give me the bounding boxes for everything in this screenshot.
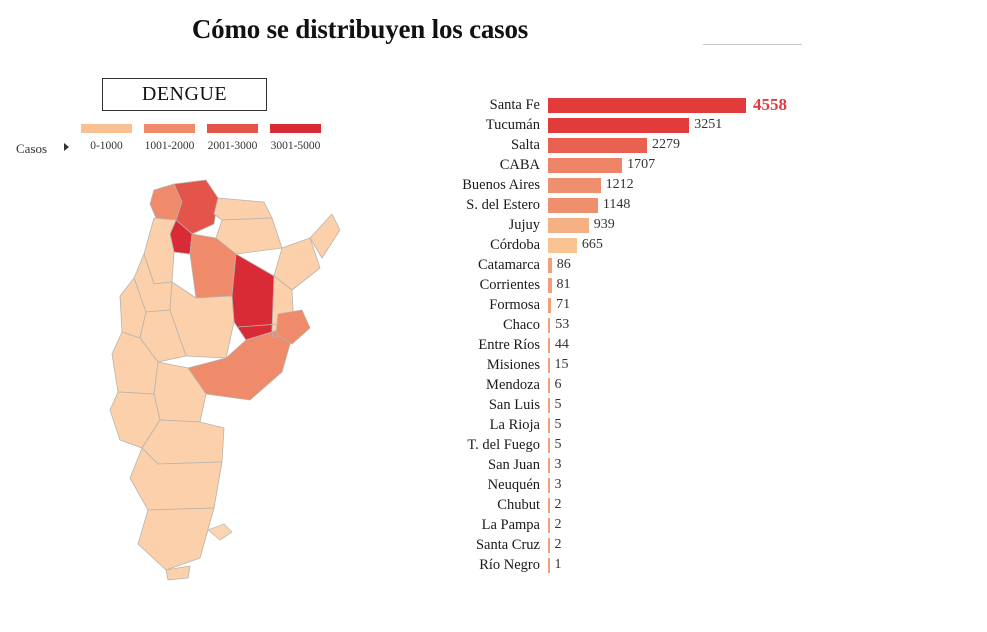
chart-row[interactable] [440, 415, 960, 435]
legend-item[interactable] [204, 124, 261, 152]
legend-title: Casos [16, 141, 48, 156]
chart-row-label: San Luis [488, 396, 540, 413]
chart-bar [548, 178, 601, 193]
chart-bar [548, 398, 550, 413]
chart-bar-area [548, 435, 960, 455]
chart-row[interactable] [440, 135, 960, 155]
chart-row-label: Tucumán [485, 116, 540, 133]
chart-row[interactable] [440, 335, 960, 355]
header-divider [703, 44, 802, 45]
chart-bar-value: 2 [554, 497, 562, 512]
chart-bar [548, 158, 622, 173]
chart-bar [548, 258, 552, 273]
chart-bar-value: 1212 [605, 177, 634, 192]
chart-bar [548, 538, 550, 553]
chart-row[interactable] [440, 295, 960, 315]
chart-bar-value: 5 [554, 437, 562, 452]
chart-row-label: La Rioja [489, 416, 540, 433]
chart-bar-value: 86 [556, 257, 571, 272]
legend-swatch [144, 124, 195, 133]
chart-row[interactable] [440, 195, 960, 215]
chart-bar-value: 71 [556, 297, 571, 312]
chart-bar [548, 458, 550, 473]
chart-row-label: Salta [511, 136, 540, 153]
chart-bar [548, 98, 746, 113]
chart-row[interactable] [440, 395, 960, 415]
legend-item-label: 3001-5000 [270, 140, 321, 152]
chart-bar-value: 53 [555, 317, 570, 332]
chart-bar [548, 558, 550, 573]
chart-bar-area [548, 375, 960, 395]
chart-row-label: T. del Fuego [467, 436, 540, 453]
chart-bar-area [548, 95, 960, 115]
chart-bar-area [548, 535, 960, 555]
chart-row[interactable] [440, 455, 960, 475]
chart-row[interactable] [440, 315, 960, 335]
chart-bar [548, 478, 550, 493]
chart-row-label: Jujuy [508, 216, 540, 233]
legend-item[interactable] [141, 124, 198, 152]
chart-row-label: Santa Cruz [475, 536, 540, 553]
chart-bar-value: 2279 [652, 137, 680, 152]
chart-row[interactable] [440, 95, 960, 115]
chart-bar-value: 15 [554, 357, 569, 372]
chart-row-label: Catamarca [478, 256, 540, 273]
map-islands [208, 524, 232, 540]
chart-row[interactable] [440, 115, 960, 135]
legend-item-label: 1001-2000 [144, 140, 195, 152]
chart-bar-area [548, 555, 960, 575]
chart-bar [548, 198, 598, 213]
chart-row[interactable] [440, 355, 960, 375]
chart-bar-area [548, 455, 960, 475]
chart-row-label: Neuquén [487, 476, 540, 493]
chart-row-label: Buenos Aires [462, 176, 540, 193]
chart-bar-area [548, 295, 960, 315]
chart-row-label: Misiones [486, 356, 540, 373]
chart-bar-area [548, 315, 960, 335]
chart-bar-area [548, 115, 960, 135]
chart-bar [548, 238, 577, 253]
map-province-formosa [214, 198, 272, 220]
chart-row[interactable] [440, 535, 960, 555]
chart-bar-area [548, 195, 960, 215]
chart-bar [548, 358, 550, 373]
cases-bar-chart [440, 95, 960, 575]
chart-row-label: Santa Fe [489, 96, 540, 113]
chart-row-label: San Juan [488, 456, 540, 473]
chart-row[interactable] [440, 495, 960, 515]
chart-bar-area [548, 495, 960, 515]
chart-row[interactable] [440, 235, 960, 255]
legend-item[interactable] [267, 124, 324, 152]
legend-item-label: 0-1000 [90, 140, 123, 152]
disease-selector[interactable]: DENGUE [102, 78, 267, 111]
chart-bar-area [548, 255, 960, 275]
chart-bar-area [548, 475, 960, 495]
chart-bar-value: 665 [581, 237, 603, 252]
legend-item-label: 2001-3000 [207, 140, 258, 152]
chart-bar [548, 118, 689, 133]
page-title: Cómo se distribuyen los casos [191, 14, 529, 44]
chart-bar-value: 2 [554, 537, 562, 552]
chart-bar-value: 3251 [694, 117, 723, 132]
chart-row[interactable] [440, 215, 960, 235]
chart-row-label: Córdoba [490, 236, 540, 253]
chart-bar-value: 4558 [753, 95, 787, 114]
chart-row-label: CABA [499, 156, 540, 173]
chart-bar-value: 939 [593, 217, 615, 232]
chart-row[interactable] [440, 435, 960, 455]
chart-row[interactable] [440, 275, 960, 295]
chart-row-label: Río Negro [479, 556, 540, 573]
triangle-right-icon [64, 143, 69, 151]
chart-bar-value: 44 [554, 337, 569, 352]
chart-bar [548, 378, 550, 393]
chart-bar-value: 3 [554, 457, 562, 472]
chart-row-label: Corrientes [479, 276, 540, 293]
chart-row-label: S. del Estero [466, 196, 540, 213]
chart-bar-area [548, 155, 960, 175]
map-province-santa-cruz [138, 508, 214, 570]
chart-bar [548, 218, 589, 233]
chart-row-label: Entre Ríos [478, 336, 540, 353]
argentina-map[interactable] [96, 172, 356, 592]
chart-bar-area [548, 355, 960, 375]
chart-bar [548, 138, 647, 153]
chart-bar-area [548, 275, 960, 295]
chart-bar-area [548, 215, 960, 235]
chart-bar-area [548, 175, 960, 195]
chart-row-label: Chubut [497, 496, 540, 513]
chart-bar-area [548, 515, 960, 535]
chart-row-label: Mendoza [486, 376, 540, 393]
chart-bar-value: 6 [554, 377, 562, 392]
chart-row[interactable] [440, 175, 960, 195]
legend-swatch [270, 124, 321, 133]
chart-bar [548, 438, 550, 453]
chart-row[interactable] [440, 555, 960, 575]
legend-swatch [207, 124, 258, 133]
chart-bar [548, 498, 550, 513]
chart-row-label: La Pampa [481, 516, 540, 533]
chart-row[interactable] [440, 515, 960, 535]
chart-row[interactable] [440, 255, 960, 275]
chart-bar-area [548, 415, 960, 435]
chart-row[interactable] [440, 375, 960, 395]
legend-item[interactable] [78, 124, 135, 152]
chart-bar-value: 5 [554, 397, 562, 412]
chart-bar-value: 1707 [627, 157, 656, 172]
chart-bar-area [548, 235, 960, 255]
chart-bar-value: 1 [554, 557, 562, 572]
map-legend [16, 124, 346, 164]
chart-bar-value: 5 [554, 417, 562, 432]
chart-bar-value: 1148 [602, 197, 631, 212]
chart-row-label: Chaco [502, 316, 540, 333]
chart-bar-area [548, 395, 960, 415]
chart-bar [548, 418, 550, 433]
chart-bar [548, 278, 552, 293]
legend-swatch [81, 124, 132, 133]
chart-bar-value: 2 [554, 517, 562, 532]
chart-bar-area [548, 135, 960, 155]
chart-bar-area [548, 335, 960, 355]
chart-row[interactable] [440, 155, 960, 175]
chart-row-label: Formosa [489, 296, 540, 313]
chart-bar [548, 298, 551, 313]
chart-bar-value: 3 [554, 477, 562, 492]
chart-bar-value: 81 [556, 277, 571, 292]
chart-row[interactable] [440, 475, 960, 495]
chart-bar [548, 518, 550, 533]
chart-bar [548, 318, 550, 333]
chart-bar [548, 338, 550, 353]
